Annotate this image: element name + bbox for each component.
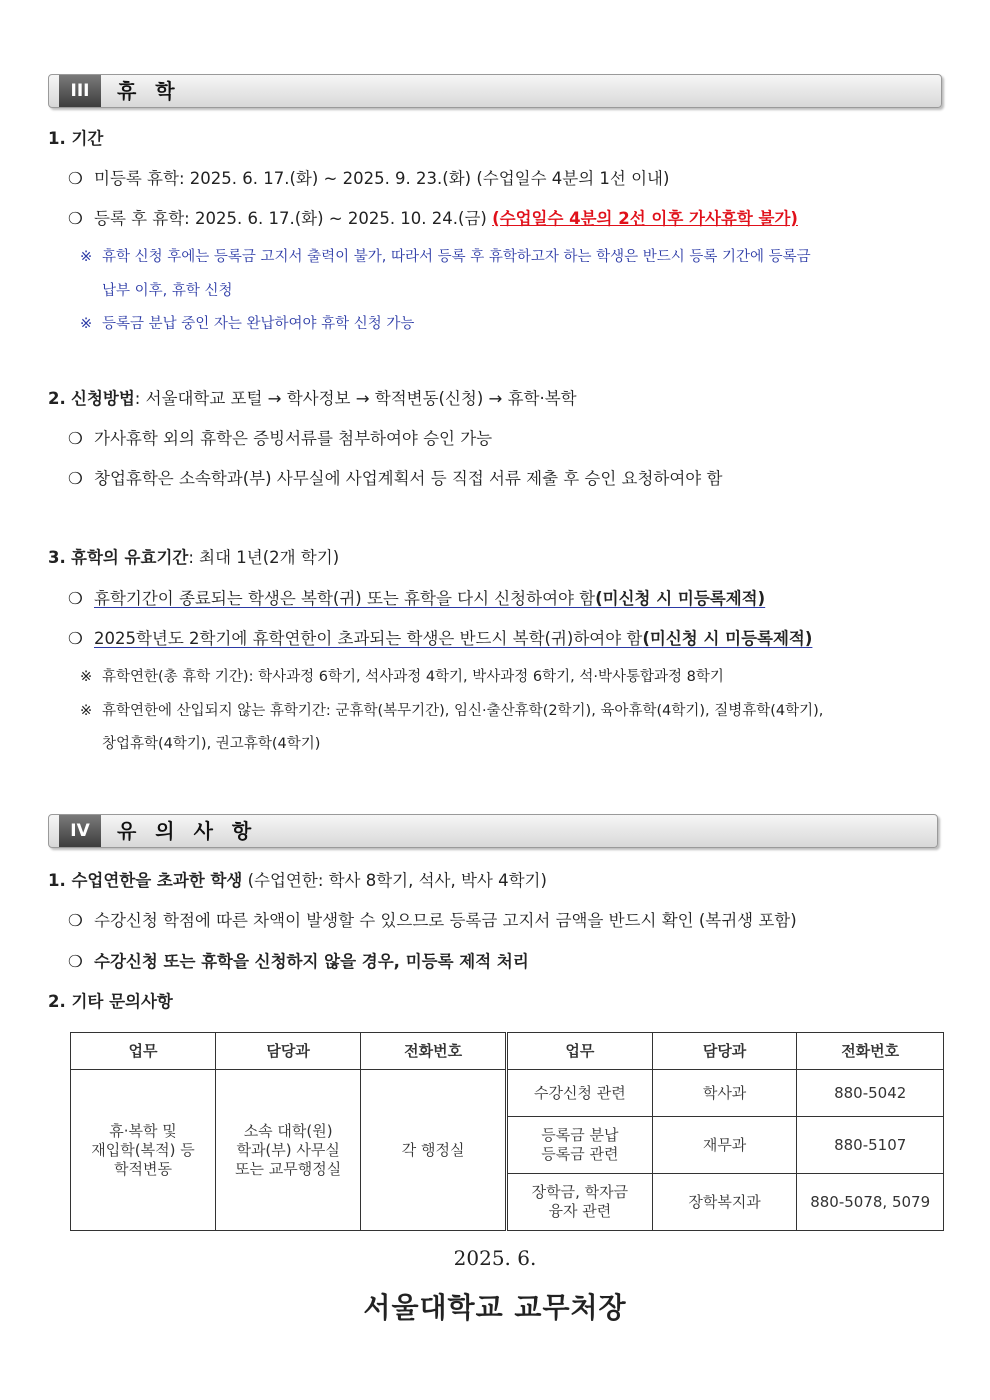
note-icon: ※ — [80, 249, 93, 265]
note-icon: ※ — [80, 669, 93, 685]
header-phone: 전화번호 — [797, 1033, 944, 1070]
cell-phone: 880-5107 — [797, 1117, 944, 1174]
section-number: IV — [59, 815, 101, 847]
header-phone: 전화번호 — [361, 1033, 507, 1070]
bullet-icon: ❍ — [68, 589, 83, 608]
bullet-registered-leave: ❍ 등록 후 휴학: 2025. 6. 17.(화) ~ 2025. 10. 24.(금) (수업일수 4분의 2선 이후 가사휴학 불가) — [68, 209, 798, 228]
note-invoice-cont: 납부 이후, 휴학 신청 — [102, 283, 233, 299]
note-icon: ※ — [80, 703, 93, 719]
heading-method: 2. 신청방법: 서울대학교 포털 → 학사정보 → 학적변동(신청) → 휴학·복학 — [48, 389, 577, 408]
bullet-icon: ❍ — [68, 169, 83, 188]
cell-phone: 880-5042 — [797, 1070, 944, 1117]
bullet-startup: ❍ 창업휴학은 소속학과(부) 사무실에 사업계획서 등 직접 서류 제출 후 승인 요청하여야 함 — [68, 469, 723, 488]
cell-dept: 학사과 — [652, 1070, 797, 1117]
note-invoice: ※ 휴학 신청 후에는 등록금 고지서 출력이 불가, 따라서 등록 후 휴학하고자 하는 학생은 반드시 등록 기간에 등록금 — [80, 246, 811, 268]
bullet-icon: ❍ — [68, 911, 83, 930]
bullet-documents: ❍ 가사휴학 외의 휴학은 증빙서류를 첨부하여야 승인 가능 — [68, 429, 493, 448]
heading-exceeded-students: 1. 수업연한을 초과한 학생 (수업연한: 학사 8학기, 석사, 박사 4학기) — [48, 871, 547, 890]
cell-dept-office: 소속 대학(원) 학과(부) 사무실 또는 교무행정실 — [215, 1070, 360, 1231]
note-installment: ※ 등록금 분납 중인 자는 완납하여야 휴학 신청 가능 — [80, 313, 414, 335]
bullet-leave-expiry: ❍ 휴학기간이 종료되는 학생은 복학(귀) 또는 휴학을 다시 신청하여야 함(미신청 시 미등록제적) — [68, 589, 766, 608]
heading-inquiries: 2. 기타 문의사항 — [48, 992, 173, 1011]
note-leave-limit: ※ 휴학연한(총 휴학 기간): 학사과정 6학기, 석사과정 4학기, 박사과정 6학기, 석·박사통합과정 8학기 — [80, 666, 724, 688]
header-dept: 담당과 — [652, 1033, 797, 1070]
cell-dept: 장학복지과 — [652, 1174, 797, 1231]
note-excluded-leave: ※ 휴학연한에 산입되지 않는 휴학기간: 군휴학(복무기간), 임신·출산휴학(2학기), 육아휴학(4학기), 질병휴학(4학기), — [80, 700, 823, 722]
cell-phone: 880-5078, 5079 — [797, 1174, 944, 1231]
cell-task: 등록금 분납 등록금 관련 — [506, 1117, 652, 1174]
cell-task-leave: 휴·복학 및 재입학(복적) 등 학적변동 — [71, 1070, 216, 1231]
section-title: 유 의 사 항 — [117, 819, 258, 843]
cell-task: 수강신청 관련 — [506, 1070, 652, 1117]
bullet-icon: ❍ — [68, 429, 83, 448]
bullet-unregistered-leave: ❍ 미등록 휴학: 2025. 6. 17.(화) ~ 2025. 9. 23.(화) (수업일수 4분의 1선 이내) — [68, 169, 670, 188]
bullet-icon: ❍ — [68, 469, 83, 488]
cell-dept: 재무과 — [652, 1117, 797, 1174]
header-task: 업무 — [71, 1033, 216, 1070]
header-task: 업무 — [506, 1033, 652, 1070]
bullet-icon: ❍ — [68, 952, 83, 971]
bullet-icon: ❍ — [68, 209, 83, 228]
note-excluded-leave-cont: 창업휴학(4학기), 권고휴학(4학기) — [102, 736, 321, 752]
contact-table — [70, 1032, 944, 1231]
section-title: 휴 학 — [117, 79, 181, 103]
bullet-dismissal: ❍ 수강신청 또는 휴학을 신청하지 않을 경우, 미등록 제적 처리 — [68, 952, 529, 971]
footer-date: 2025. 6. — [453, 1246, 537, 1270]
section-header-4 — [48, 814, 938, 848]
section-number: III — [59, 75, 101, 107]
bullet-tuition-check: ❍ 수강신청 학점에 따른 차액이 발생할 수 있으므로 등록금 고지서 금액을 반드시 확인 (복귀생 포함) — [68, 911, 797, 930]
warning-text: (수업일수 4분의 2선 이후 가사휴학 불가) — [492, 209, 798, 228]
heading-period: 1. 기간 — [48, 129, 104, 148]
table-header-row — [71, 1033, 944, 1070]
bullet-icon: ❍ — [68, 629, 83, 648]
header-dept: 담당과 — [215, 1033, 360, 1070]
cell-phone-office: 각 행정실 — [361, 1070, 507, 1231]
footer-signature: 서울대학교 교무처장 — [363, 1291, 627, 1324]
section-header-3 — [48, 74, 942, 108]
bullet-leave-limit: ❍ 2025학년도 2학기에 휴학연한이 초과되는 학생은 반드시 복학(귀)하여야 함(미신청 시 미등록제적) — [68, 629, 813, 648]
heading-validity: 3. 휴학의 유효기간: 최대 1년(2개 학기) — [48, 548, 340, 567]
table-row — [71, 1070, 944, 1117]
note-icon: ※ — [80, 316, 93, 332]
cell-task: 장학금, 학자금 융자 관련 — [506, 1174, 652, 1231]
